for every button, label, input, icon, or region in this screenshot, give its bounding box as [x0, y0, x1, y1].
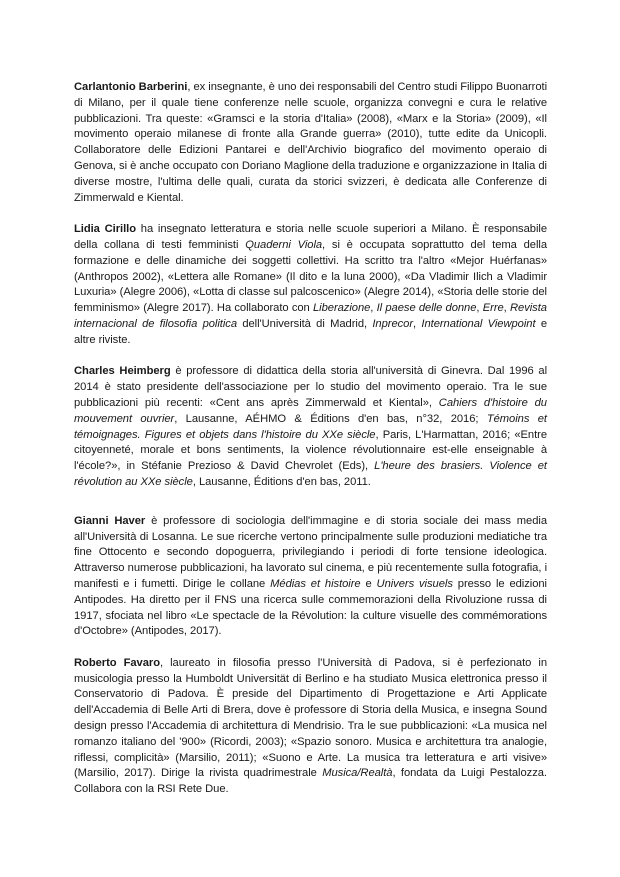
bio-italic-title: Erre — [482, 302, 504, 315]
bio-italic-title: Revista internacional de filosofia politica — [74, 302, 547, 330]
bio-name: Roberto Favaro — [74, 656, 160, 669]
bio-italic-title: Liberazione — [313, 302, 371, 315]
bio-text-run: , si è occupata soprattutto del tema della formazione e delle dinamiche dei soggetti collettivi. Ha scritto tra l'altro «Mejor Huérfanas» (Anthropos 2002), «Lettera alle Romane» (Il dito e la luna 2000), «Da Vladimir Ilich a Vladimir Luxuria» (Alegre 2006), «Lotta di classe sul palcoscenico» (Alegre 2014), «Storia delle storie del femminismo» (Alegre 2017). Ha collaborato con — [74, 238, 547, 315]
bio-paragraph — [74, 656, 547, 798]
bio-italic-title: Il paese delle donne — [376, 302, 477, 315]
bio-text-run: , ex insegnante, è uno dei responsabili del Centro studi Filippo Buonarroti di Milano, per il quale tiene conferenze nelle scuole, organizza convegni e cura le relative pubblicazioni. Tra queste: «Gramsci e la storia d'Italia» (2008), «Marx e la Storia» (2009), «Il movimento operaio milanese di fronte alla Grande guerra» (2010), tutte edite da Unicopli. Collaboratore delle Edizioni Pantarei e dell'Archivio biografico del movimento operaio di Genova, si è anche occupato con Doriano Maglione della traduzione e organizzazione in Italia di diverse mostre, l'ultima delle quali, curata da storici svizzeri, è dedicata alle Conferenze di Zimmerwald e Kiental. — [74, 81, 548, 204]
bio-name: Charles Heimberg — [74, 365, 171, 378]
bio-text — [74, 81, 547, 204]
document-page — [74, 80, 547, 798]
bio-text — [74, 223, 547, 346]
bio-text-run: , — [370, 302, 377, 315]
bio-paragraph — [74, 80, 547, 206]
bio-text-run: è professore di didattica della storia all'università di Ginevra. Dal 1996 al 2014 è stato presidente dell'associazione per lo studio del movimento operaio. Tra le sue pubblicazioni più recenti: «Cent ans après Zimmerwald et Kiental», — [74, 365, 548, 409]
bio-name: Gianni Haver — [74, 514, 146, 527]
bio-text-run: , — [476, 302, 483, 315]
bio-paragraph — [74, 222, 547, 348]
bio-text-run: , — [503, 302, 510, 315]
bio-text-run: è professore di sociologia dell'immagine e di storia sociale dei mass media all'Università di Losanna. Le sue ricerche vertono principalmente sulle produzioni mediatiche tra fine Ottocento e secondo dopoguerra, privilegiando i periodi di forte tensione ideologica. Attraverso numerose pubblicazioni, ha lavorato sul cinema, e più recentemente sulla fotografia, i manifesti e i fumetti. Dirige le collane — [74, 514, 548, 590]
bio-text — [74, 365, 547, 488]
bio-italic-title: International Viewpoint — [421, 317, 536, 330]
bio-text-run: ha insegnato letteratura e storia nelle scuole superiori a Milano. È responsabile della collana di testi femministi — [74, 223, 547, 251]
bio-text-run: e altre riviste. — [74, 317, 548, 346]
bio-text-run: e — [360, 577, 377, 590]
bio-italic-title: Quaderni Viola — [245, 238, 323, 251]
bio-paragraph — [74, 514, 547, 640]
bio-text-run: , — [413, 317, 422, 330]
bio-text — [74, 515, 547, 638]
bio-italic-title: L'heure des brasiers. Violence et révolution au XXe siècle — [74, 460, 547, 488]
bio-italic-title: Témoins et témoignages. Figures et objets dans l'histoire du XXe siècle — [74, 412, 547, 441]
bio-text-run: , laureato in filosofia presso l'Università di Padova, si è perfezionato in musicologia presso la Humboldt Universität di Berlino e ha studiato Musica elettronica presso il Conservatorio di Padova. È preside del Dipartimento di Progettazione e Arti Applicate dell'Accademia di Belle Arti di Brera, dove è professore di Storia della Musica, e insegna Sound design presso l'Accademia di architettura di Mendrisio. Tra le sue pubblicazioni: «La musica nel romanzo italiano del '900» (Ricordi, 2003); «Spazio sonoro. Musica e architettura tra analogie, riflessi, complicità» (Marsilio, 2011); «Suono e Arte. La musica tra letteratura e arti visive» (Marsilio, 2017). Dirige la rivista quadrimestrale — [74, 656, 547, 780]
bio-text-run: presso le edizioni Antipodes. Ha diretto per il FNS una ricerca sulle commemorazioni della Rivoluzione russa di 1917, sfociata nel libro «Le spectacle de la Révolution: la culture visuelle des commémorations d'Octobre» (Antipodes, 2017). — [74, 577, 547, 638]
bio-italic-title: Cahiers d'histoire du mouvement ouvrier — [74, 396, 547, 425]
bio-paragraph — [74, 364, 547, 490]
bio-text-run: dell'Università di Madrid, — [237, 317, 373, 330]
bio-italic-title: Univers visuels — [376, 577, 453, 590]
bio-name: Lidia Cirillo — [74, 223, 136, 236]
bio-italic-title: Médias et histoire — [270, 577, 361, 590]
bio-text-run: , fondata da Luigi Pestalozza. Collabora con la RSI Rete Due. — [74, 767, 547, 796]
bio-text-run: , Paris, L'Harmattan, 2016; «Entre citoyenneté, morale et bons sentiments, la violence révolutionnaire est-elle enseignable à l'école?», in Stéfanie Prezioso & David Chevrolet (Eds), — [74, 428, 547, 473]
bio-italic-title: Inprecor — [372, 317, 414, 330]
bio-italic-title: Musica/Realtà — [322, 767, 393, 780]
bio-name: Carlantonio Barberini — [74, 81, 188, 93]
bio-text-run: , Lausanne, Éditions d'en bas, 2011. — [192, 475, 371, 488]
bio-text-run: , Lausanne, AÉHMO & Éditions d'en bas, n°32, 2016; — [174, 412, 487, 425]
bio-text — [74, 657, 547, 795]
